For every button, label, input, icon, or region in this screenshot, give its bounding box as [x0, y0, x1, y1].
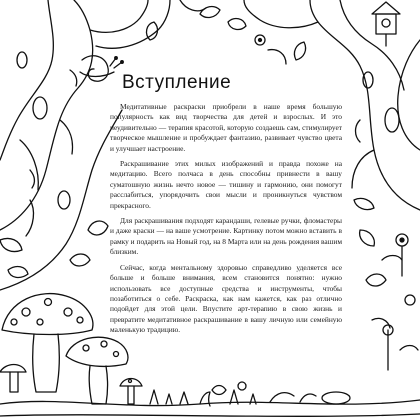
birdhouse: [372, 2, 400, 46]
paragraph-3: Для раскрашивания подходят карандаши, гелевые ручки, фломастеры и даже краски — на ваше усмотрение. Картинку потом можно вставить в рамку и подарить на Новый год, на 8 Марта или на день рождения вашим близким.: [110, 216, 342, 257]
paragraph-1: Медитативные раскраски приобрели в наше время большую популярность как вид творчества для детей и взрослых. И это неудивительно — терапия красотой, которую создаешь сам, стимулирует творческое мышление и пробуждает фантазию, развивает чувство цвета и улучшает настроение.: [110, 102, 342, 153]
intro-body: [110, 102, 342, 336]
right-foliage: [354, 198, 418, 370]
ground-grass: [0, 382, 420, 416]
paragraph-4: Сейчас, когда ментальному здоровью справедливо уделяется все больше и больше внимания, всем становится понятно: нужно использовать все доступные средства и инструменты, чтобы позаботиться о себе. Раскраска, как нам кажется, как раз отлично подойдет для этой цели. Впустите арт-терапию в свою жизнь и превратите медитативное раскрашивание в вашу личную или семейную маленькую традицию.: [110, 262, 342, 335]
page-title: Вступление: [122, 72, 232, 93]
top-foliage: [147, 0, 306, 64]
left-foliage: [0, 221, 108, 277]
paragraph-2: Раскрашивание этих милых изображений и правда похоже на медитацию. Всего полчаса в день способны привнести в вашу суматошную жизнь нечто новое — тишину и гармонию, они помогут расслабиться, упорядочить свои мысли и проникнуться чувством прекрасного.: [110, 159, 342, 210]
intro-text-block: [110, 72, 342, 341]
